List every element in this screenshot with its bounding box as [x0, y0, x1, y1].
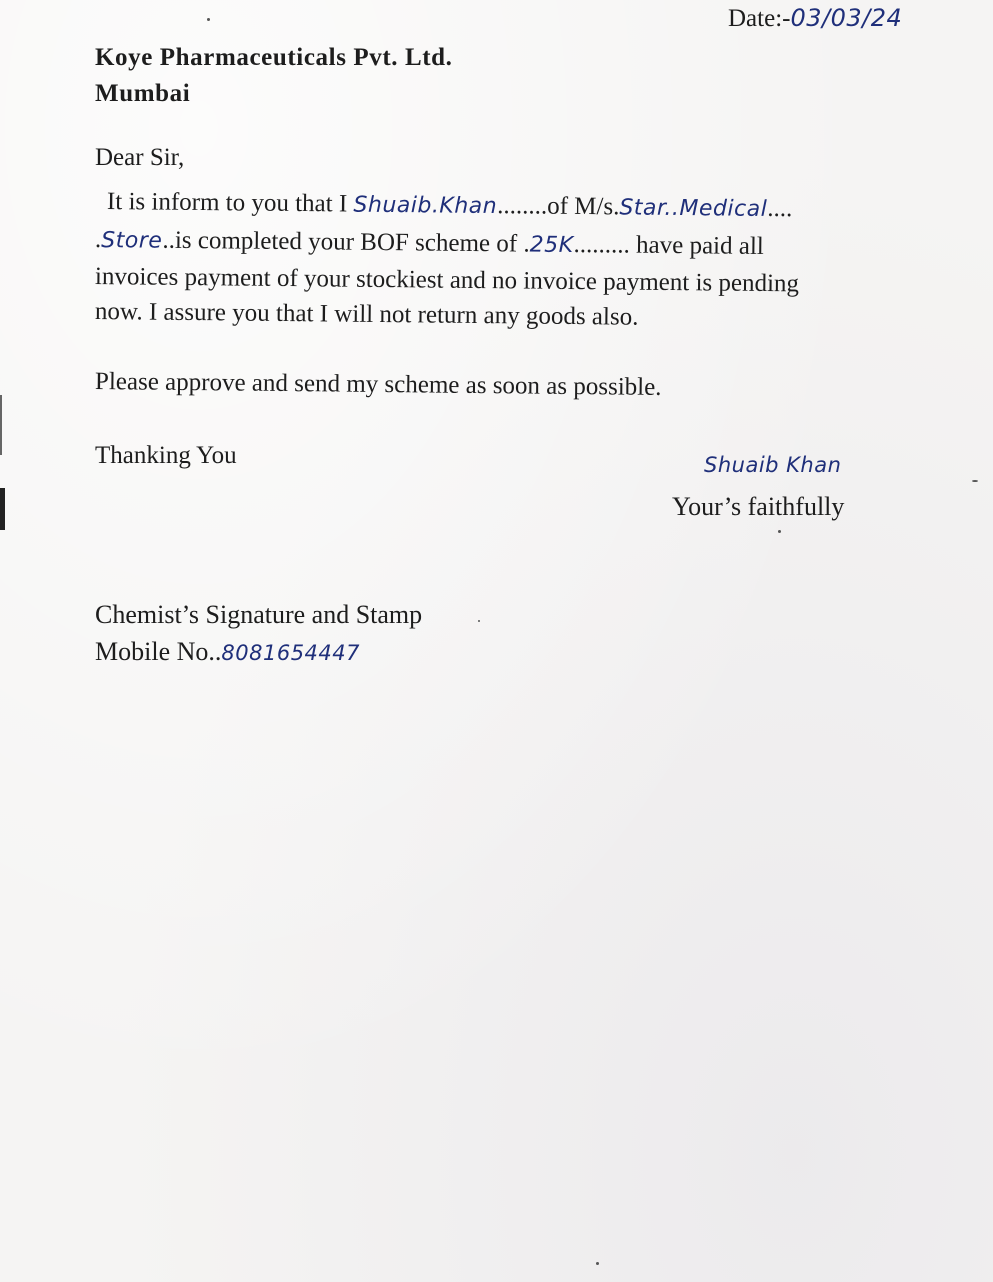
closing-line: Your’s faithfully [672, 492, 845, 521]
speck [478, 620, 480, 622]
firm-name-part-1: Star..Medical [619, 195, 768, 222]
body-line-1-mid: ........of M/s. [497, 192, 620, 221]
speck [972, 480, 978, 482]
body-line-1-suffix: .... [767, 194, 793, 223]
scan-edge-mark [0, 395, 2, 455]
body-line-2-prefix: . [94, 226, 102, 254]
stamp-label: Chemist’s Signature and Stamp [95, 600, 423, 629]
customer-name: Shuaib.Khan [353, 192, 498, 220]
thanks-line: Thanking You [95, 442, 237, 469]
body-line-2 [95, 226, 764, 261]
date-label: Date:- [728, 5, 791, 32]
salutation: Dear Sir, [95, 144, 185, 171]
body-line-4: now. I assure you that I will not return any goods also. [94, 298, 639, 331]
mobile-label: Mobile No.. [95, 637, 222, 666]
mobile-line [95, 637, 360, 667]
scan-edge-mark [0, 488, 5, 530]
addressee-city: Mumbai [95, 80, 191, 107]
date-line [728, 4, 902, 33]
speck [596, 1262, 599, 1265]
addressee-company: Koye Pharmaceuticals Pvt. Ltd. [95, 44, 453, 71]
request-line: Please approve and send my scheme as soon as possible. [94, 368, 662, 401]
body-line-1-prefix: It is inform to you that I [106, 188, 354, 218]
firm-name-part-2: Store [101, 228, 163, 254]
mobile-number: 8081654447 [221, 641, 360, 665]
body-line-2-mid: ..is completed your BOF scheme of . [162, 226, 530, 258]
handwritten-signature: Shuaib Khan [704, 453, 842, 477]
body-line-3: invoices payment of your stockiest and no invoice payment is pending [94, 263, 800, 298]
body-line-1 [107, 188, 793, 223]
scheme-amount: 25K [529, 232, 574, 259]
speck [778, 530, 781, 533]
body-line-2-suffix: ......... have paid all [573, 231, 764, 261]
speck [207, 18, 210, 21]
date-value: 03/03/24 [790, 4, 903, 32]
